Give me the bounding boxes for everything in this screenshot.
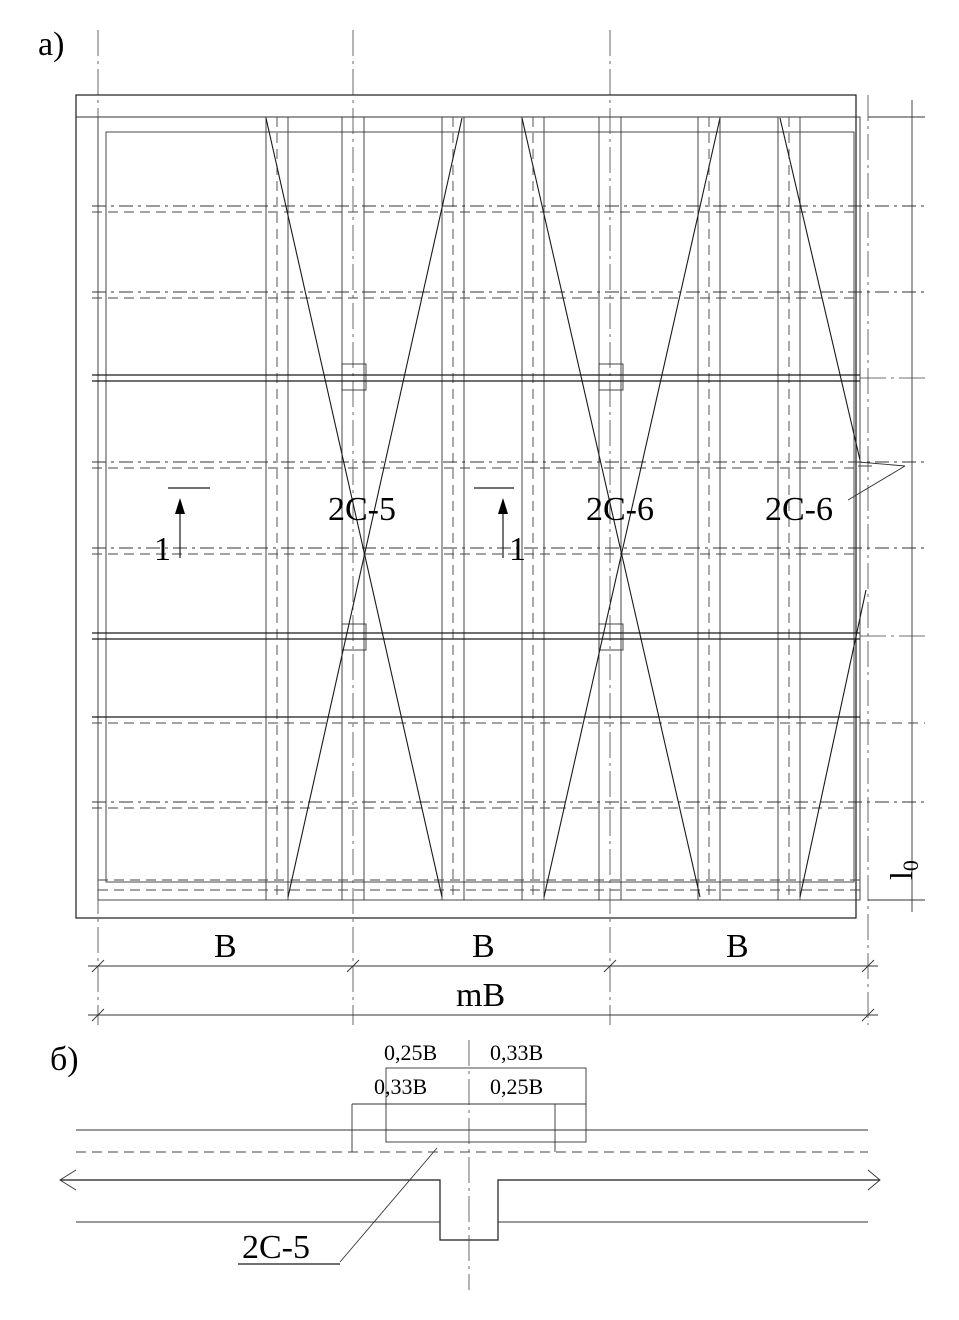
panel-label-a: а)	[38, 26, 65, 63]
right-dimension-chain	[868, 100, 925, 912]
svg-text:l0: l0	[883, 860, 923, 880]
dim-bottom-left: 0,33В	[374, 1074, 428, 1099]
frame-cross-section	[60, 1040, 880, 1290]
building-plan-frame	[76, 95, 860, 918]
dim-bottom-right: 0,25В	[490, 1074, 544, 1099]
section-label-middle: 1	[509, 531, 526, 568]
brace-label-2c5: 2С-5	[328, 491, 396, 528]
bay-label-3: В	[726, 928, 749, 965]
span-label-l0	[883, 860, 923, 880]
total-length-label: mB	[456, 977, 506, 1014]
panel-label-b: б)	[50, 1041, 79, 1078]
brace-label-2c6-right: 2С-6	[765, 491, 833, 528]
bay-label-1: В	[214, 928, 237, 965]
bay-label-2: В	[472, 928, 495, 965]
dim-top-left: 0,25В	[384, 1040, 438, 1065]
brace-label-section: 2С-5	[242, 1229, 310, 1266]
section-label-left: 1	[154, 531, 171, 568]
dim-top-right: 0,33В	[490, 1040, 544, 1065]
brace-label-2c6-middle: 2С-6	[586, 491, 654, 528]
column-axes	[98, 30, 868, 1025]
